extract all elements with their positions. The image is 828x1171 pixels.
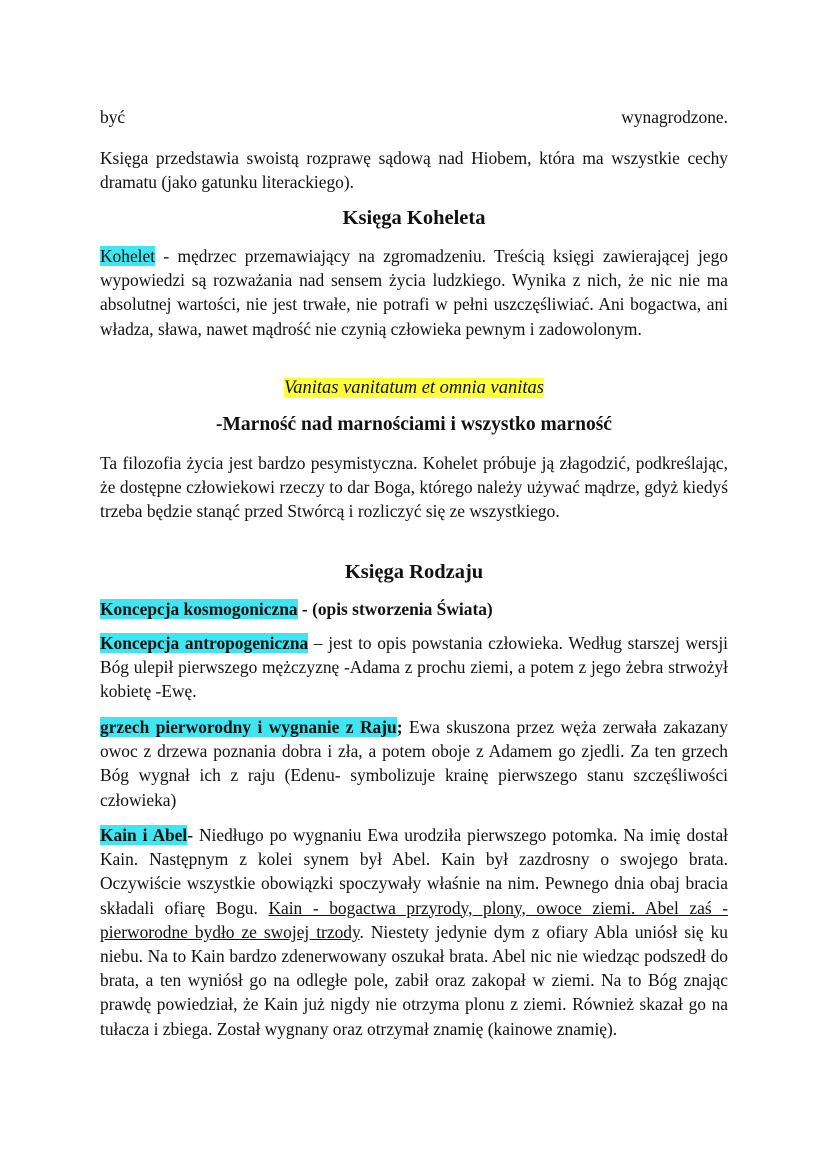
kain-text-1: Niedługo po wygnaniu Ewa urodziła pierwszego potomka. Na imię dostał Kain. Następnym z kolei synem był Abel. Kain był zazdrosny o swojego brata. Oczywiście wszystkie obowiązki spoczywały właśnie na nim. Pewnego dnia obaj bracia składali ofiarę Bogu.: [100, 825, 728, 918]
kosmogoniczna-text: - (opis stworzenia Świata): [297, 599, 493, 619]
heading-rodzaju: Księga Rodzaju: [344, 561, 484, 583]
kohelet-text: - mędrzec przemawiający na zgromadzeniu. Treścią księgi zawierającej jego wypowiedzi są rozważania nad sensem życia ludzkiego. Wynika z nich, że nic nie ma absolutnej wartości, nie jest trwałe, nie potrafi w pełni uszczęśliwiać. Ani bogactwa, ani władza, sława, nawet mądrość nie czynią człowieka pewnym i zadowolonym.: [100, 246, 728, 339]
grzech-semicolon: ;: [396, 717, 403, 737]
kain-abel-paragraph: [100, 823, 728, 1041]
kain-abel-term: Kain i Abel: [100, 825, 188, 845]
kain-abel-dash: -: [187, 825, 194, 845]
motto-latin: Vanitas vanitatum et omnia vanitas: [283, 378, 544, 398]
motto-line: [100, 375, 728, 400]
continuation-line: [100, 105, 728, 129]
grzech-paragraph: [100, 715, 728, 812]
antropogeniczna-paragraph: [100, 631, 728, 704]
antropogeniczna-term: Koncepcja antropogeniczna: [100, 633, 309, 653]
philosophy-paragraph: Ta filozofia życia jest bardzo pesymistyczna. Kohelet próbuje ją złagodzić, podkreślając, że dostępne człowiekowi rzeczy to dar Boga, którego należy używać mądrze, gdyż kiedyś trzeba będzie stanąć przed Stwórcą i rozliczyć się ze wszystkiego.: [100, 453, 728, 522]
kosmogoniczna-term: Koncepcja kosmogoniczna: [100, 599, 298, 619]
antropogeniczna-text: – jest to opis powstania człowieka. Według starszej wersji Bóg ulepił pierwszego mężczyznę -Adama z prochu ziemi, a potem z jego żebra strwożył kobietę -Ewę.: [100, 633, 728, 702]
job-paragraph: Księga przedstawia swoistą rozprawę sądową nad Hiobem, która ma wszystkie cechy dramatu (jako gatunku literackiego).: [100, 148, 728, 193]
kosmogoniczna-line: [100, 597, 728, 621]
grzech-text: Ewa skuszona przez węża zerwała zakazany owoc z drzewa poznania dobra i zła, a potem oboje z Adamem go zjedli. Za ten grzech Bóg wygnał ich z raju (Edenu- symbolizuje krainę pierwszego stanu szczęśliwości człowieka): [100, 717, 728, 810]
kohelet-paragraph: [100, 244, 728, 341]
continuation-right: wynagrodzone.: [621, 107, 728, 127]
kain-underlined: Kain - bogactwa przyrody, plony, owoce ziemi. Abel zaś - pierworodne bydło ze swojej trzody: [100, 897, 728, 942]
kain-text-2: . Niestety jedynie dym z ofiary Abla uniósł się ku niebu. Na to Kain bardzo zdenerwowany oszukał brata. Abel nic nie wiedząc podszedł do brata, a ten wyniósł go na odległe pole, zabił oraz zakopał w ziemi. Na to Bóg znając prawdę powiedział, że Kain już nigdy nie otrzyma plonu z ziemi. Również skazał go na tułacza i zbiega. Został wygnany oraz otrzymał znamię (kainowe znamię).: [100, 921, 728, 1039]
kohelet-term: Kohelet: [100, 246, 156, 266]
grzech-term: grzech pierworodny i wygnanie z Raju: [100, 717, 397, 737]
continuation-left: być: [100, 107, 126, 127]
heading-koheleta: Księga Koheleta: [342, 207, 486, 229]
motto-translation: -Marność nad marnościami i wszystko marność: [216, 414, 612, 435]
